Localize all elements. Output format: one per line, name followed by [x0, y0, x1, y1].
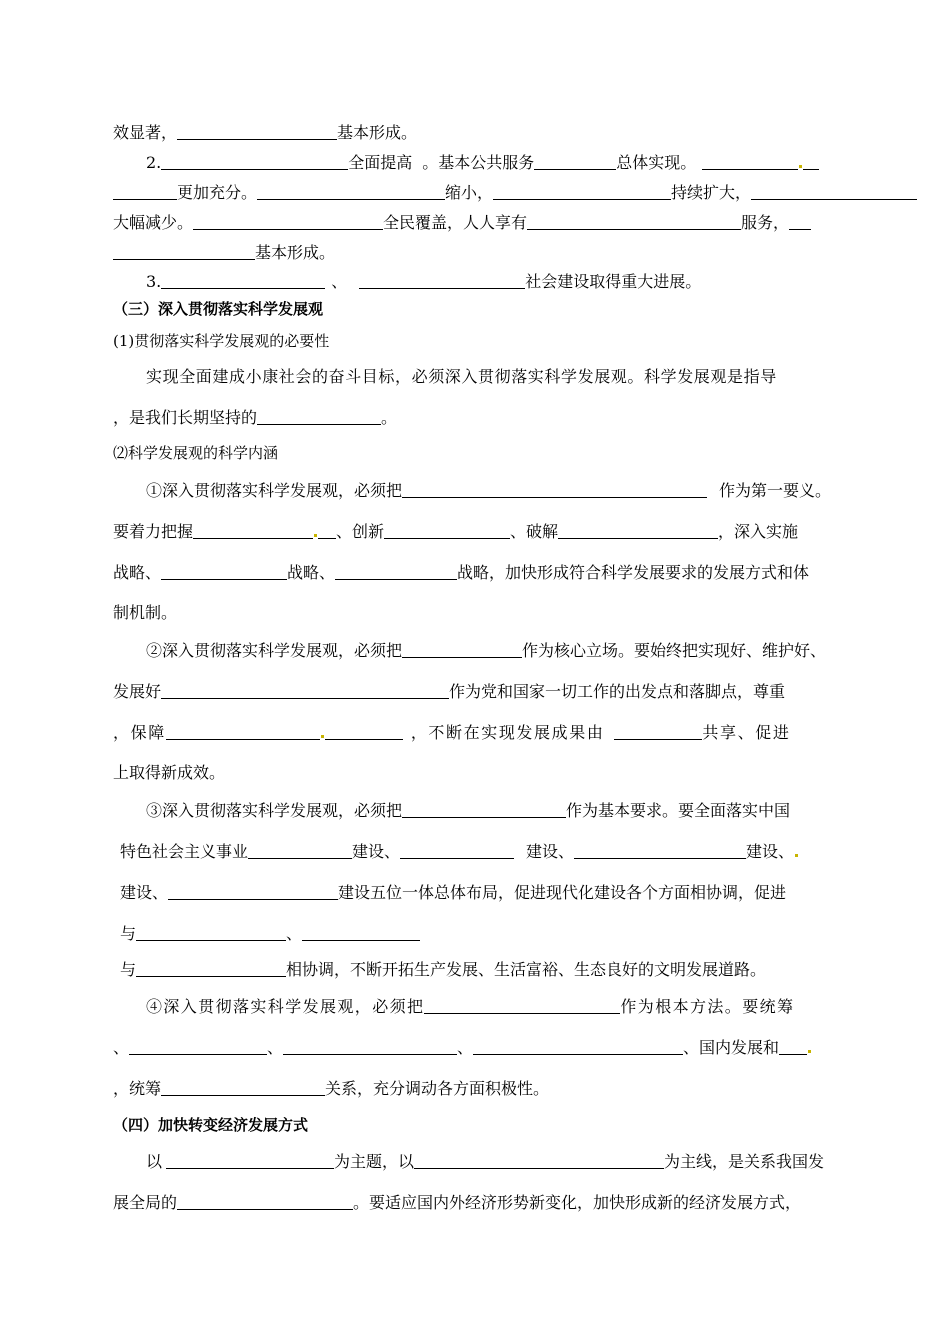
blank[interactable]	[402, 481, 707, 498]
blank[interactable]	[318, 522, 336, 539]
paragraph-line: ①深入贯彻落实科学发展观，必须把 作为第一要义。	[146, 481, 832, 500]
blank[interactable]	[257, 183, 445, 200]
blank[interactable]	[177, 123, 337, 140]
blank[interactable]	[136, 924, 286, 941]
paragraph-line: 特色社会主义事业 建设、 建设、 建设、	[120, 840, 799, 863]
blank[interactable]	[473, 1038, 683, 1055]
blank[interactable]	[177, 1193, 353, 1210]
blank[interactable]	[283, 1038, 457, 1055]
blank[interactable]	[789, 213, 811, 230]
blank[interactable]	[136, 960, 286, 977]
paragraph-line: 战略、 战略、 战略，加快形成符合科学发展要求的发展方式和体	[113, 563, 810, 582]
blank[interactable]	[335, 563, 457, 580]
paragraph-line: ③深入贯彻落实科学发展观，必须把 作为基本要求。要全面落实中国	[146, 801, 791, 820]
line-1: 效显著， 基本形成。	[113, 123, 418, 142]
blank[interactable]	[257, 408, 381, 425]
blank[interactable]	[193, 213, 383, 230]
blank[interactable]	[527, 213, 741, 230]
blank[interactable]	[702, 153, 798, 170]
blank[interactable]	[384, 522, 510, 539]
blank[interactable]	[113, 243, 255, 260]
blank[interactable]	[534, 153, 616, 170]
blank[interactable]	[614, 723, 702, 740]
paragraph-line: ，统筹 关系，充分调动各方面积极性。	[113, 1079, 550, 1098]
blank[interactable]	[751, 183, 917, 200]
blank[interactable]	[129, 1038, 267, 1055]
paragraph-line: 与 、	[120, 922, 420, 945]
blank[interactable]	[248, 842, 352, 859]
blank[interactable]	[402, 801, 566, 818]
blank[interactable]	[161, 563, 287, 580]
line-6: 3. 、 社会建设取得重大进展。	[146, 272, 702, 291]
paragraph-line: 发展好 作为党和国家一切工作的出发点和落脚点，尊重	[113, 682, 786, 701]
mark-dot	[314, 534, 317, 537]
blank[interactable]	[168, 883, 338, 900]
paragraph-line: ④深入贯彻落实科学发展观，必须把 作为根本方法。要统筹	[146, 997, 795, 1016]
subheading-2: ⑵科学发展观的科学内涵	[113, 444, 279, 462]
blank[interactable]	[161, 272, 325, 289]
blank[interactable]	[359, 272, 525, 289]
mark-dot	[799, 165, 802, 168]
subheading-1: (1)贯彻落实科学发展观的必要性	[113, 332, 330, 350]
blank[interactable]	[161, 153, 348, 170]
blank[interactable]	[166, 1152, 334, 1169]
line-3: 更加充分。 缩小， 持续扩大，	[113, 181, 917, 204]
paragraph-line: 要着力把握 、创新 、破解 ，深入实施	[113, 522, 799, 541]
blank[interactable]	[113, 183, 177, 200]
blank[interactable]	[779, 1038, 807, 1055]
mark-dot	[808, 1050, 811, 1053]
mark-dot	[795, 854, 798, 857]
paragraph-line: 以 为主题，以 为主线，是关系我国发	[146, 1152, 825, 1171]
blank[interactable]	[558, 522, 718, 539]
blank[interactable]	[325, 723, 403, 740]
line-5: 基本形成。	[113, 241, 335, 264]
paragraph-line: ②深入贯彻落实科学发展观，必须把 作为核心立场。要始终把实现好、维护好、	[146, 641, 827, 660]
paragraph-line: 、 、 、 、国内发展和	[113, 1036, 812, 1059]
blank[interactable]	[166, 723, 320, 740]
paragraph-line: 制机制。	[113, 603, 178, 622]
line-2: 2. 全面提高 。基本公共服务 总体实现。	[146, 151, 819, 174]
blank[interactable]	[193, 522, 313, 539]
paragraph-line: 实现全面建成小康社会的奋斗目标，必须深入贯彻落实科学发展观。科学发展观是指导	[146, 367, 777, 386]
paragraph-line: ，保障 ，不断在实现发展成果由 共享、促进	[113, 723, 791, 742]
blank[interactable]	[574, 842, 746, 859]
blank[interactable]	[493, 183, 671, 200]
section-heading-3: （三）深入贯彻落实科学发展观	[113, 300, 324, 318]
blank[interactable]	[803, 153, 819, 170]
line-4: 大幅减少。 全民覆盖，人人享有 服务，	[113, 211, 811, 234]
paragraph-line: 展全局的 。要适应国内外经济形势新变化，加快形成新的经济发展方式，	[113, 1193, 802, 1212]
blank[interactable]	[414, 1152, 664, 1169]
paragraph-line: 建设、 建设五位一体总体布局，促进现代化建设各个方面相协调，促进	[120, 883, 787, 902]
blank[interactable]	[161, 1079, 325, 1096]
blank[interactable]	[161, 682, 449, 699]
blank[interactable]	[400, 842, 514, 859]
mark-dot	[321, 735, 324, 738]
blank[interactable]	[402, 641, 522, 658]
paragraph-line: 与 相协调，不断开拓生产发展、生活富裕、生态良好的文明发展道路。	[120, 960, 767, 979]
paragraph-line: 上取得新成效。	[113, 763, 226, 782]
blank[interactable]	[424, 997, 620, 1014]
blank[interactable]	[302, 924, 420, 941]
paragraph-line: ，是我们长期坚持的 。	[113, 408, 398, 427]
section-heading-4: （四）加快转变经济发展方式	[113, 1116, 309, 1134]
